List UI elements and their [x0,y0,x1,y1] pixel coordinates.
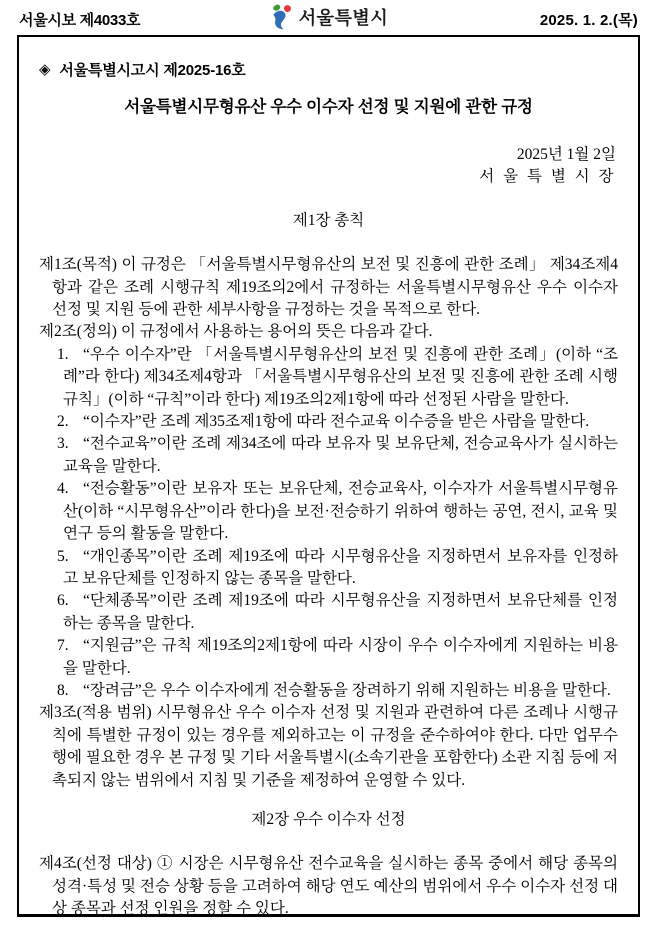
org-brand [269,2,388,31]
signature-signer: 서 울 특 별 시 장 [479,168,616,186]
diamond-bullet-icon: ◈ [39,61,51,78]
gazette-header [0,0,657,35]
item-text: “전승활동”이란 보유자 또는 보유단체, 전승교육사, 이수자가 서울특별시무형유산(이하 “시무형유산”이라 한다)을 보전·전승하기 위하여 행하는 공연, 전시, 교육 및 연구 등의 활동을 말한다. [63,480,618,543]
seoul-logo-icon [269,2,296,31]
article-3-scope: 제3조(적용 범위) 시무형유산 우수 이수자 선정 및 지원과 관련하여 다른 조례나 시행규칙에 특별한 규정이 있는 경우를 제외하고는 이 규정을 준수하여야 한다. 다만 업무수행에 필요한 경우 본 규정 및 기타 서울특별시(소속기관을 포함한다) 소관 지침 등에 저촉되지 않는 범위에서 지침 및 기준을 제정하여 운영할 수 있다. [39,704,618,789]
item-number: 2. [57,413,69,431]
item-number: 1. [57,345,69,363]
definition-item-4 [39,478,618,545]
item-text: “전수교육”이란 조례 제34조에 따라 보유자 및 보유단체, 전승교육사가 실시하는 교육을 말한다. [63,435,618,475]
notice-number-line [39,59,618,80]
article-1-purpose: 제1조(목적) 이 규정은 「서울특별시무형유산의 보전 및 진흥에 관한 조례」 제34조제4항과 같은 조례 시행규칙 제19조의2에서 규정하는 서울특별시무형유산 우수 이수자 선정 및 지원 등에 관한 세부사항을 규정하는 것을 목적으로 한다. [39,256,618,319]
definition-item-3 [39,433,618,478]
document-frame [17,35,640,917]
definition-item-2 [39,411,618,433]
definition-item-5 [39,546,618,591]
article-4-selection-target: 제4조(선정 대상) ① 시장은 시무형유산 전수교육을 실시하는 종목 중에서 해당 종목의 성격·특성 및 전승 상황 등을 고려하여 해당 연도 예산의 범위에서 우수 이수자 선정 대상 종목과 선정 인원을 정할 수 있다. [39,855,618,918]
chapter-1-heading: 제1장 총칙 [292,211,365,229]
article-2-definitions-intro: 제2조(정의) 이 규정에서 사용하는 용어의 뜻은 다음과 같다. [39,323,433,341]
org-name: 서울특별시 [298,7,389,28]
signature-block [39,144,618,189]
notice-number: 서울특별시고시 제2025-16호 [59,62,246,79]
signature-date: 2025년 1월 2일 [516,146,616,163]
chapter-2-heading: 제2장 우수 이수자 선정 [251,810,406,828]
item-number: 6. [57,592,69,610]
item-text: “장려금”은 우수 이수자에게 전승활동을 장려하기 위해 지원하는 비용을 말한다. [83,681,611,699]
definition-item-7 [39,635,618,680]
issue-date: 2025. 1. 2.(목) [539,12,638,29]
item-text: “지원금”은 규칙 제19조의2제1항에 따라 시장이 우수 이수자에게 지원하는 비용을 말한다. [63,637,618,677]
item-number: 3. [57,435,69,453]
definition-item-6 [39,590,618,635]
definition-item-1 [39,344,618,411]
definition-item-8 [39,680,618,702]
gazette-number: 서울시보 제4033호 [19,12,141,29]
item-number: 4. [57,480,69,498]
item-number: 7. [57,637,69,655]
regulation-title: 서울특별시무형유산 우수 이수자 선정 및 지원에 관한 규정 [124,98,533,116]
item-number: 5. [57,547,69,565]
item-text: “개인종목”이란 조례 제19조에 따라 시무형유산을 지정하면서 보유자를 인정하고 보유단체를 인정하지 않는 종목을 말한다. [63,547,618,587]
item-number: 8. [57,681,69,699]
item-text: “이수자”란 조례 제35조제1항에 따라 전수교육 이수증을 받은 사람을 말한다. [83,413,590,431]
item-text: “우수 이수자”란 「서울특별시무형유산의 보전 및 진흥에 관한 조례」(이하 “조례”라 한다) 제34조제4항과 「서울특별시무형유산의 보전 및 진흥에 관한 조례 시행규칙」(이하 “규칙”이라 한다) 제19조의2제1항에 따라 선정된 사람을 말한다. [63,345,618,408]
item-text: “단체종목”이란 조례 제19조에 따라 시무형유산을 지정하면서 보유단체를 인정하는 종목을 말한다. [63,592,618,632]
